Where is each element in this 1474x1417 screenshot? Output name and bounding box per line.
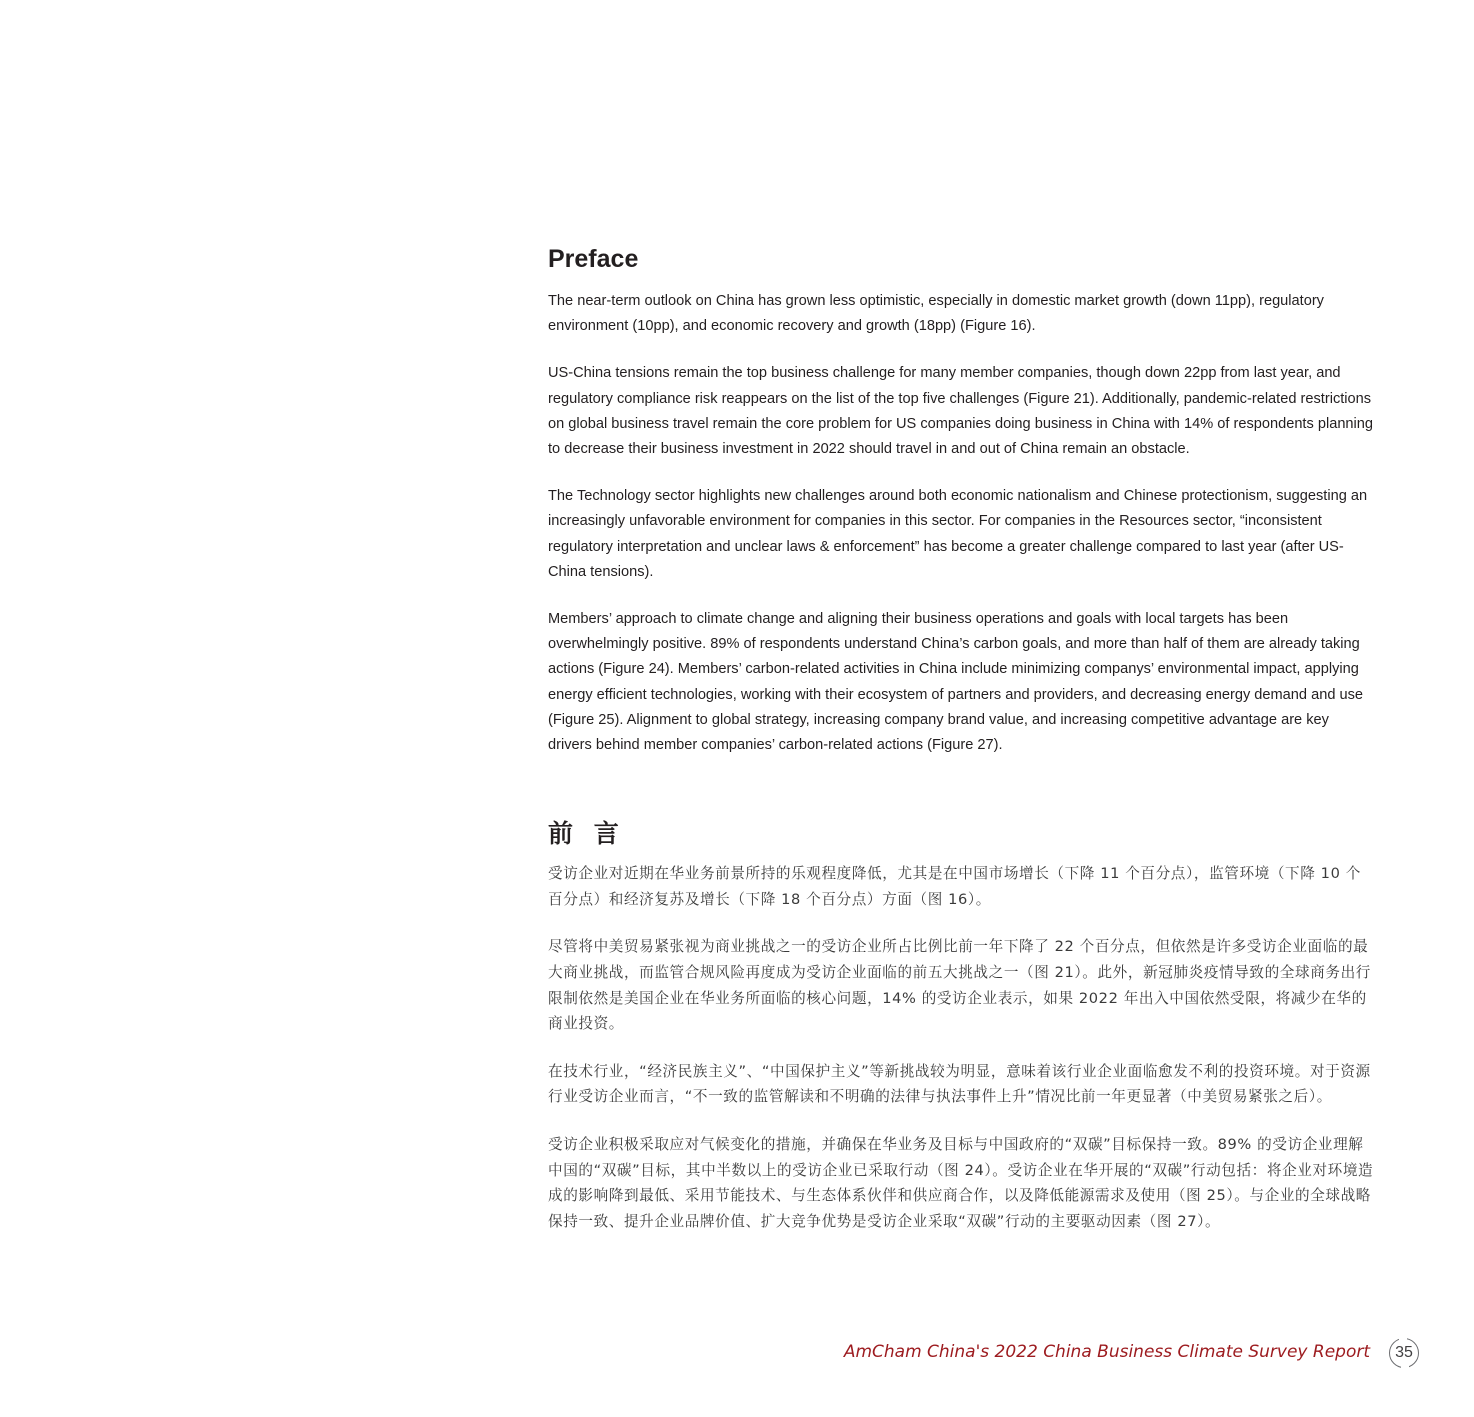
preface-heading: Preface bbox=[548, 245, 639, 273]
chinese-preface-paragraph: 在技术行业，“经济民族主义”、“中国保护主义”等新挑战较为明显，意味着该行业企业面临愈发不利的投资环境。对于资源行业受访企业而言，“不一致的监管解读和不明确的法律与执法事件上升”情况比前一年更显著（中美贸易紧张之后）。 bbox=[548, 1062, 1371, 1106]
chinese-preface-paragraph: 受访企业对近期在华业务前景所持的乐观程度降低，尤其是在中国市场增长（下降 11 个百分点），监管环境（下降 10 个百分点）和经济复苏及增长（下降 18 个百分点）方面（图 16）。 bbox=[548, 865, 1361, 908]
preface-paragraph: The near-term outlook on China has grown less optimistic, especially in domestic market growth (down 11pp), regulatory environment (10pp), and economic recovery and growth (18pp) (Figure 16). bbox=[548, 293, 1324, 335]
preface-paragraph: The Technology sector highlights new challenges around both economic nationalism and Chinese protectionism, suggesting an increasingly unfavorable environment for companies in this sector. For companies in the Resources sector, “inconsistent regulatory interpretation and unclear laws & enforcement” has become a greater challenge compared to last year (after US-China tensions). bbox=[548, 488, 1368, 580]
chinese-preface-paragraph: 尽管将中美贸易紧张视为商业挑战之一的受访企业所占比例比前一年下降了 22 个百分点，但依然是许多受访企业面临的最大商业挑战，而监管合规风险再度成为受访企业面临的前五大挑战之一（图 21）。此外，新冠肺炎疫情导致的全球商务出行限制依然是美国企业在华业务所面临的核心问题，14% 的受访企业表示，如果 2022 年出入中国依然受限，将减少在华的商业投资。 bbox=[548, 938, 1371, 1033]
preface-paragraph: Members’ approach to climate change and aligning their business operations and goals with local targets has been overwhelmingly positive. 89% of respondents understand China’s carbon goals, and more than half of them are already taking actions (Figure 24). Members’ carbon-related activities in China include minimizing companys’ environmental impact, applying energy efficient technologies, working with their ecosystem of partners and providers, and decreasing energy demand and use (Figure 25). Alignment to global strategy, increasing company brand value, and increasing competitive advantage are key drivers behind member companies’ carbon-related actions (Figure 27). bbox=[548, 611, 1364, 754]
page-content bbox=[548, 242, 1374, 1256]
footer-report-title: AmCham China's 2022 China Business Climate Survey Report bbox=[843, 1342, 1370, 1362]
preface-paragraph: US-China tensions remain the top business challenge for many member companies, though down 22pp from last year, and regulatory compliance risk reappears on the list of the top five challenges (Figure 21). Additionally, pandemic-related restrictions on global business travel remain the core problem for US companies doing business in China with 14% of respondents planning to decrease their business investment in 2022 should travel in and out of China remain an obstacle. bbox=[548, 365, 1374, 458]
page-number-text: 35 bbox=[1395, 1344, 1413, 1361]
page-number bbox=[1389, 1338, 1419, 1368]
chinese-preface-heading: 前 言 bbox=[548, 819, 625, 849]
chinese-preface-paragraph: 受访企业积极采取应对气候变化的措施，并确保在华业务及目标与中国政府的“双碳”目标保持一致。89% 的受访企业理解中国的“双碳”目标，其中半数以上的受访企业已采取行动（图 24）。受访企业在华开展的“双碳”行动包括：将企业对环境造成的影响降到最低、采用节能技术、与生态体系伙伴和供应商合作，以及降低能源需求及使用（图 25）。与企业的全球战略保持一致、提升企业品牌价值、扩大竞争优势是受访企业采取“双碳”行动的主要驱动因素（图 27）。 bbox=[548, 1136, 1374, 1230]
